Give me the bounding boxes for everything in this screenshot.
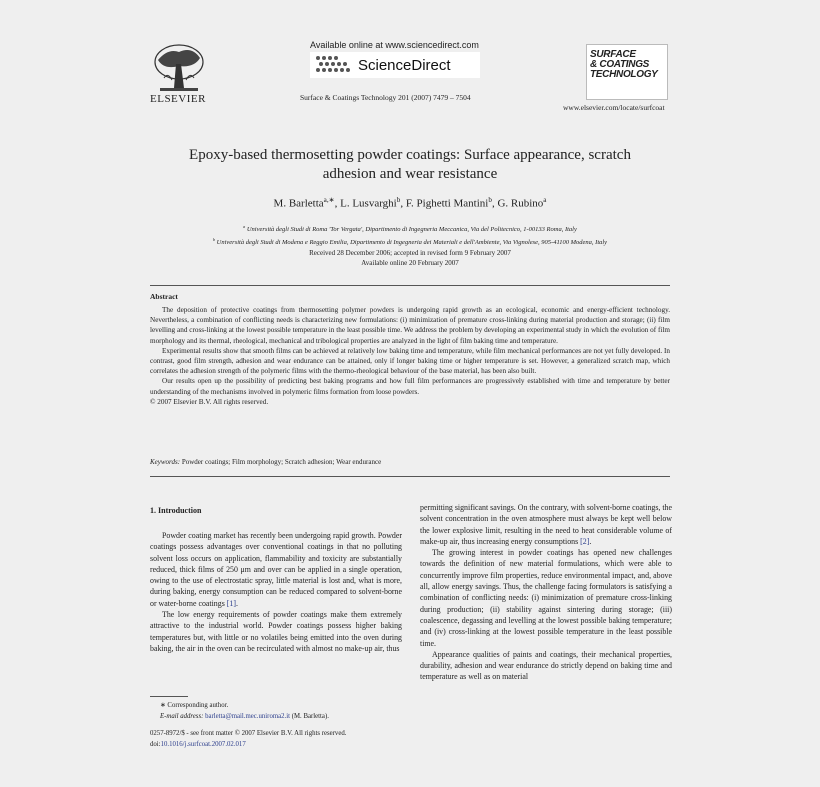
title-line: Epoxy-based thermosetting powder coatings: Surface appearance, scratch [189,147,631,163]
journal-logo-line: TECHNOLOGY [590,69,658,80]
elsevier-tree-logo [150,42,208,94]
body-paragraph: The growing interest in powder coatings has opened new challenges towards the definition of new material formulations, which were able to concurrently improve film properties, reduce environmental impact, and, above all, allow energy savings. Thus, the challenge facing formulators is satisfying a combination of conflicting needs: (i) minimization of premature cross-linking during production; (ii) stability against sintering during storage; (iii) coalescence, degassing and levelling at the lowest possible baking temperature; and (iv) cross-linking at the lowest possible temperature in the least possible time. [420,548,672,648]
body-paragraph: The low energy requirements of powder coatings make them extremely attractive to the industrial world. Powder coatings possess higher baking temperatures but, with little or no volatiles being emitted into the oven during baking, the air in the oven can be recirculated with almost no make-up air, thus [150,610,402,653]
abstract-heading: Abstract [150,292,178,301]
footnote-marker: ∗ [160,702,166,709]
email-label: E-mail address: [160,713,204,720]
journal-url[interactable]: www.elsevier.com/locate/surfcoat [563,103,665,112]
article-history [120,248,700,268]
body-column-left [150,530,402,654]
abstract-paragraph: The deposition of protective coatings from thermosetting polymer powders is undergoing rapid growth as an ecological, economic and energy-efficient technology. Nevertheless, a combination of conflicting needs is characterizing new formulations: (i) minimization of premature cross-linking during material production and storage; (ii) film levelling and cross-linking at the lowest possible temperature in the least possible time. We address the problem by developing an experimental study in which the evolution of film morphology and its thermal, rheological, mechanical and tribological properties are analyzed in the light of film baking time and temperature. [150,306,670,345]
body-paragraph: Appearance qualities of paints and coatings, their mechanical properties, durability, adhesion and wear endurance do strictly depend on baking time and temperature as well as on material [420,649,672,682]
journal-logo-line: & COATINGS [590,59,650,70]
citation-link[interactable]: [2] [580,536,590,546]
doi-label: doi: [150,741,161,748]
footnote-rule [150,696,188,697]
keywords-list: Powder coatings; Film morphology; Scratch adhesion; Wear endurance [181,458,382,466]
footnote [150,700,410,722]
journal-citation: Surface & Coatings Technology 201 (2007) 7479 – 7504 [300,93,471,102]
journal-logo-line: SURFACE [590,49,636,60]
keywords [150,458,670,466]
affiliation-mark: a [243,224,246,229]
corresponding-text: Corresponding author. [167,702,229,709]
received-line: Received 28 December 2006; accepted in revised form 9 February 2007 [309,249,511,257]
available-line: Available online 20 February 2007 [361,259,459,267]
issn-line: 0257-8972/$ - see front matter © 2007 Elsevier B.V. All rights reserved. [150,730,347,737]
sciencedirect-wordmark: ScienceDirect [358,56,451,74]
copyright-block [150,728,410,750]
email-note [150,711,410,722]
divider [150,285,670,286]
author-affiliation-mark[interactable]: b [488,196,492,204]
keywords-label: Keywords: [150,458,181,466]
doi-link[interactable]: 10.1016/j.surfcoat.2007.02.017 [160,741,246,748]
affiliation-text: Università degli Studi di Modena e Reggio Emilia, Dipartimento di Ingegneria dei Materiali e dell'Ambiente, Via Vignolese, 905-41100 Modena, Italy [216,239,608,247]
affiliation-line [120,235,700,248]
author-name: F. Pighetti Mantini [405,197,489,210]
paragraph-text: permitting significant savings. On the contrary, with solvent-borne coatings, the solvent concentration in the oven atmosphere must always be kept well below the lower explosive limit, resulting in the need to heat considerable volume of make-up air, thus increasing energy consumptions [420,503,672,546]
doi-line [150,739,410,750]
paragraph-text: Powder coating market has recently been undergoing rapid growth. Powder coatings possess advantages over conventional coatings in that no polluting solvent loss occurs on application, flammability and toxicity are substantially reduced, thick films of 250 μm and over can be applied in a single operation, owing to the use of electrostatic spray, little material is lost and, what is more, during baking, energy consumption can be reduced compared to solvent-borne or water-borne coatings [150,531,402,608]
author-name: L. Lusvarghi [340,197,397,210]
publisher-name: ELSEVIER [150,93,206,105]
article-title [120,146,700,184]
email-owner: (M. Barletta). [291,713,329,720]
abstract-paragraph: Our results open up the possibility of predicting best baking programs and how full film performances are progressively established with time and temperature by better understanding of the mechanisms involved in polymeric films formation from loose powders. [150,377,670,396]
sciencedirect-dots-icon [314,54,354,76]
affiliation-mark: b [212,237,216,243]
body-paragraph: Powder coating market has recently been undergoing rapid growth. Powder coatings possess advantages over conventional coatings in that no polluting solvent loss occurs on application, flammability and toxicity are substantially reduced, thick films of 250 μm and over can be applied in a single operation, owing to the use of electrostatic spray, little material is lost and, what is more, during baking, energy consumption can be reduced compared to solvent-borne or water-borne coatings [1]. [150,531,402,608]
abstract-paragraph: Experimental results show that smooth films can be achieved at relatively low baking time and temperature, while film mechanical performances are not yet fully developed. In contrast, good film strength, adhesion and wear endurance can be attained, only if longer baking time or higher temperature is set. However, a generalized scratch map, which correlates the adhesion strength of the polymeric films with the thermo-rheological behaviour of the base material, has been also built. [150,346,670,376]
section-heading: 1. Introduction [150,506,202,515]
abstract-copyright: © 2007 Elsevier B.V. All rights reserved. [150,397,269,406]
affiliation-text: Università degli Studi di Roma 'Tor Vergata', Dipartimento di Ingegneria Meccanica, Via del Politecnico, 1-00133 Roma, Italy [246,226,577,234]
email-link[interactable]: barletta@mail.mec.uniroma2.it [205,713,291,720]
journal-logo [586,44,668,100]
author-affiliation-mark[interactable]: a,∗ [323,196,335,204]
body-paragraph: permitting significant savings. On the contrary, with solvent-borne coatings, the solvent concentration in the oven atmosphere must always be kept well below the lower explosive limit, resulting in the need to heat considerable volume of make-up air, thus increasing energy consumptions [2]. [420,503,672,546]
sciencedirect-logo [310,52,480,78]
author-name: M. Barletta [273,197,324,210]
divider [150,476,670,477]
author-name: G. Rubino [497,197,544,210]
affiliations [120,222,700,248]
body-column-right [420,502,672,683]
author-affiliation-mark[interactable]: a [543,196,547,204]
abstract-body [150,305,670,407]
title-line: adhesion and wear resistance [322,166,498,182]
author-affiliation-mark[interactable]: b [396,196,401,204]
citation-link[interactable]: [1] [226,598,236,608]
availability-line: Available online at www.sciencedirect.com [310,40,479,50]
affiliation-line [120,222,700,235]
author-list: M. Barletta$^{a,∗}$, L. Lusvarghi$^b$, F. Pighetti Mantini$^b$, G. Rubino$^a$ [273,196,547,210]
corresponding-author-note [150,700,410,711]
